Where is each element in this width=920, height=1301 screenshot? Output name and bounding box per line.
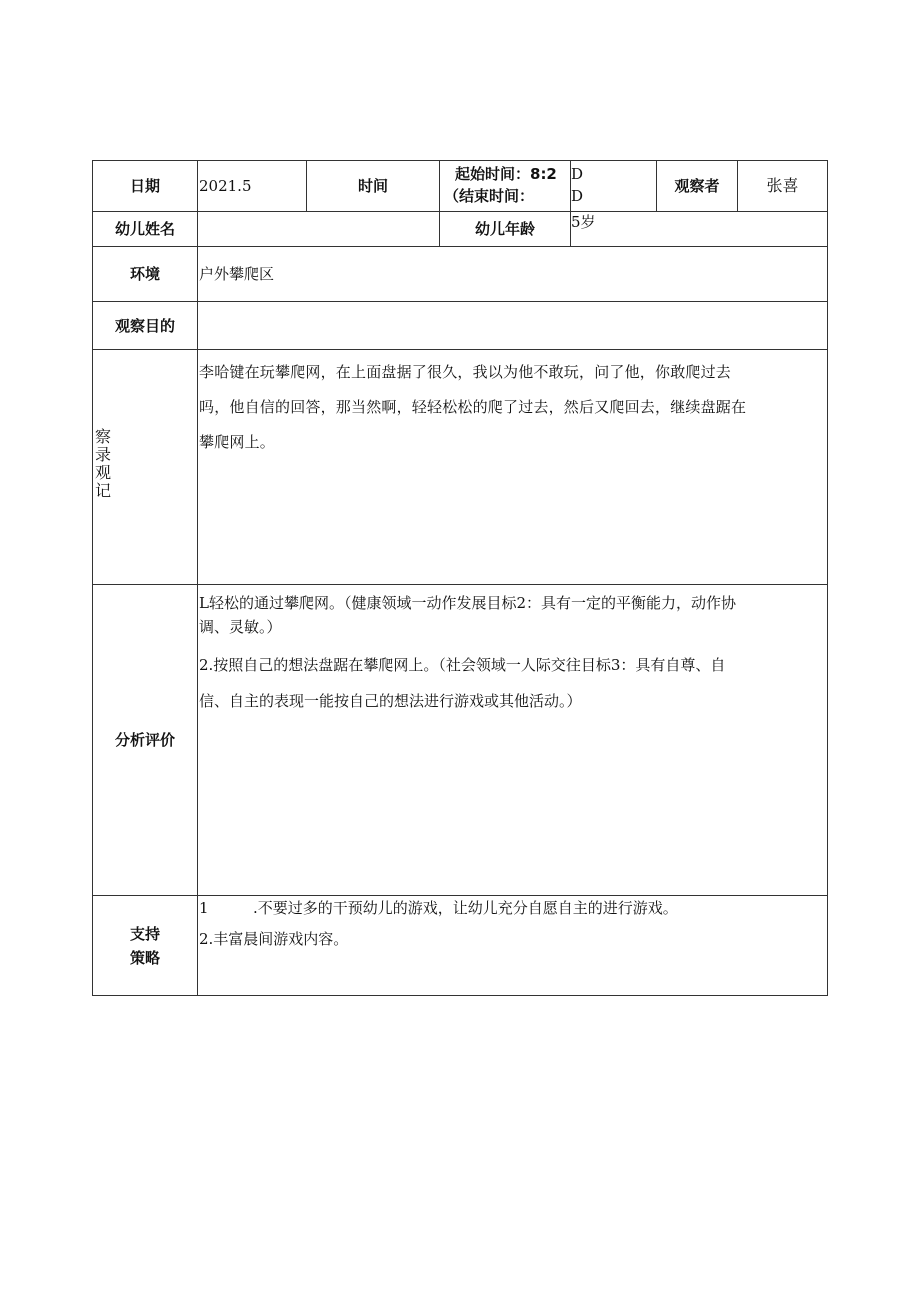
- time-suffix: D: [571, 187, 584, 205]
- end-time: （结束时间：: [444, 187, 535, 205]
- support-item-1-number: 1: [199, 899, 209, 917]
- grid-line: [827, 160, 828, 996]
- purpose-label: 观察目的: [114, 316, 175, 335]
- child-name-label: 幼儿姓名: [114, 220, 175, 238]
- grid-line: [92, 584, 828, 585]
- analysis-line: 信、自主的表现一能按自己的想法进行游戏或其他活动。）: [199, 692, 582, 710]
- grid-line: [92, 246, 828, 247]
- purpose-value: [199, 315, 799, 335]
- environment-label: 环境: [129, 265, 160, 283]
- record-label-char: 录: [95, 445, 112, 464]
- child-age-value: 5岁: [571, 213, 596, 231]
- observer-value: 张喜: [766, 176, 799, 195]
- record-text-line: 李哈键在玩攀爬网，在上面盘据了很久，我以为他不敢玩，问了他，你敢爬过去: [199, 363, 732, 381]
- record-label-char: 察: [95, 427, 112, 446]
- grid-line: [92, 995, 828, 996]
- record-label-char: 观: [95, 463, 112, 482]
- date-label: 日期: [129, 177, 160, 195]
- record-label-char: 记: [95, 481, 112, 500]
- start-time: 起始时间：8:2: [455, 165, 557, 183]
- support-label: [93, 922, 197, 970]
- environment-value: 户外攀爬区: [199, 265, 275, 283]
- time-label: 时间: [357, 177, 388, 195]
- child-name-value: [199, 214, 437, 244]
- grid-line: [197, 160, 198, 996]
- analysis-item-2: [199, 647, 825, 719]
- grid-line: [92, 301, 828, 302]
- record-text-line: 吗，他自信的回答，那当然啊，轻轻松松的爬了过去，然后又爬回去，继续盘踞在: [199, 398, 747, 416]
- observer-label: 观察者: [674, 177, 720, 195]
- analysis-item-1: [199, 591, 825, 639]
- analysis-line: 调、灵敏。）: [199, 618, 282, 636]
- record-text-line: 攀爬网上。: [199, 433, 276, 451]
- date-value: 2021.5: [199, 177, 252, 195]
- grid-line: [92, 895, 828, 896]
- support-label-line: 策略: [129, 949, 160, 967]
- grid-line: [92, 349, 828, 350]
- child-age-label: 幼儿年龄: [474, 220, 535, 238]
- analysis-line: 2.按照自己的想法盘踞在攀爬网上。（社会领域一人际交往目标3：具有自尊、自: [199, 656, 726, 674]
- time-suffix: D: [571, 165, 584, 183]
- support-item-1-text: .不要过多的干预幼儿的游戏，让幼儿充分自愿自主的进行游戏。: [253, 899, 678, 917]
- analysis-line: L轻松的通过攀爬网。（健康领域一动作发展目标2：具有一定的平衡能力，动作协: [199, 594, 737, 612]
- support-label-line: 支持: [129, 925, 160, 943]
- analysis-label: 分析评价: [114, 731, 175, 749]
- record-text: [199, 355, 825, 460]
- record-label: [95, 428, 115, 508]
- support-item-2: 2.丰富晨间游戏内容。: [199, 930, 349, 948]
